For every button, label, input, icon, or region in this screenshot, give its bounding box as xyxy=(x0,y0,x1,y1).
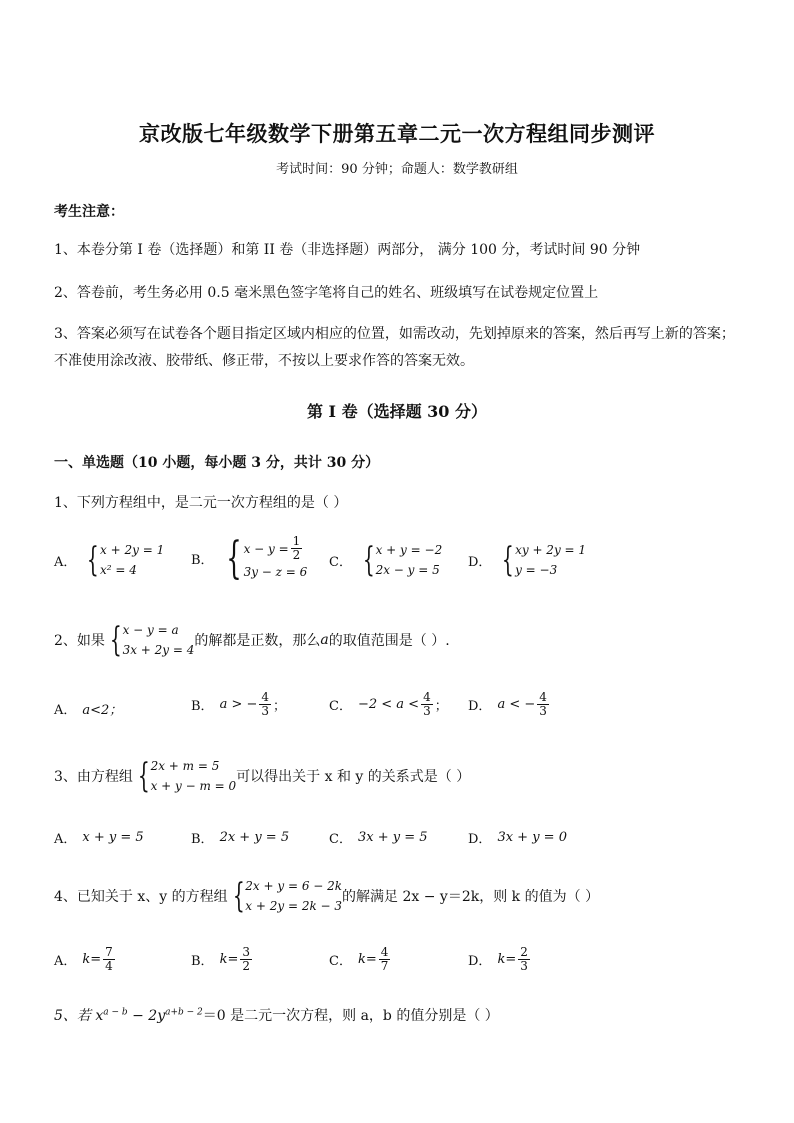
part-1-title: 第 I 卷（选择题 30 分） xyxy=(306,402,488,421)
question-3-option-c[interactable]: C． 3x + y = 5 xyxy=(329,830,428,847)
exam-info: 考试时间：90 分钟；命题人：数学教研组 xyxy=(276,162,518,177)
notice-item-2: 2、答卷前，考生务必用 0.5 毫米黑色签字笔将自己的姓名、班级填写在试卷规定位置上 xyxy=(54,285,599,301)
question-3-option-a[interactable]: A． x + y = 5 xyxy=(54,830,144,847)
question-2-option-c[interactable]: C． −2 < a < $\frac{4}{3}$ ； xyxy=(329,690,448,718)
question-1-option-a[interactable]: A． { x + 2y = 1 x² = 4 xyxy=(54,540,165,580)
notice-item-1: 1、本卷分第 I 卷（选择题）和第 II 卷（非选择题）两部分， 满分 100 分，考试时间 90 分钟 xyxy=(54,242,641,258)
question-4-option-a[interactable]: A． k= $\frac{7}{4}$ xyxy=(54,945,113,973)
question-1-option-b[interactable]: B． { x − y = $\frac{1}{2}$ 3y − z = 6 xyxy=(191,532,308,584)
question-1-option-d[interactable]: D． { xy + 2y = 1 y = −3 xyxy=(468,540,587,580)
notice-item-3: 3、答案必须写在试卷各个题目指定区域内相应的位置，如需改动，先划掉原来的答案，然后再写上新的答案；不准使用涂改液、胶带纸、修正带，不按以上要求作答的答案无效。 xyxy=(54,326,735,369)
section-1-title: 一、单选题（10 小题，每小题 3 分，共计 30 分） xyxy=(54,455,380,471)
question-4-option-d[interactable]: D． k= $\frac{2}{3}$ xyxy=(468,945,528,973)
question-2-stem: 2、如果 { x − y = a 3x + 2y = 4 的解都是正数，那么 a 的取值范围是（ ）. xyxy=(54,620,450,660)
page-title: 京改版七年级数学下册第五章二元一次方程组同步测评 xyxy=(139,121,655,146)
notice-heading: 考生注意： xyxy=(54,204,124,220)
question-4-stem: 4、已知关于 x、y 的方程组 { 2x + y = 6 − 2k x + 2y = 2k − 3 的解满足 2x − y＝2k，则 k 的值为（ ） xyxy=(54,876,600,916)
question-4-option-b[interactable]: B． k= $\frac{3}{2}$ xyxy=(191,945,250,973)
question-2-option-a[interactable]: A． a<2； xyxy=(54,703,123,718)
question-4-option-c[interactable]: C． k= $\frac{4}{7}$ xyxy=(329,945,389,973)
question-2-option-b[interactable]: B． a > − $\frac{4}{3}$ ； xyxy=(191,690,287,718)
question-5-stem: 5、若 $x^{a - b} - 2y^{a+b - 2}=0$ 是二元一次方程，则 a，b 的值分别是（ ） xyxy=(54,1007,499,1024)
question-3-option-b[interactable]: B． 2x + y = 5 xyxy=(191,830,290,847)
question-3-stem: 3、由方程组 { 2x + m = 5 x + y − m = 0 可以得出关于 x 和 y 的关系式是（ ） xyxy=(54,756,471,796)
question-1-stem: 1、下列方程组中，是二元一次方程组的是（ ） xyxy=(54,495,348,511)
question-2-option-d[interactable]: D． a < − $\frac{4}{3}$ xyxy=(468,690,547,718)
question-3-option-d[interactable]: D． 3x + y = 0 xyxy=(468,830,567,847)
question-1-option-c[interactable]: C． { x + y = −2 2x − y = 5 xyxy=(329,540,443,580)
